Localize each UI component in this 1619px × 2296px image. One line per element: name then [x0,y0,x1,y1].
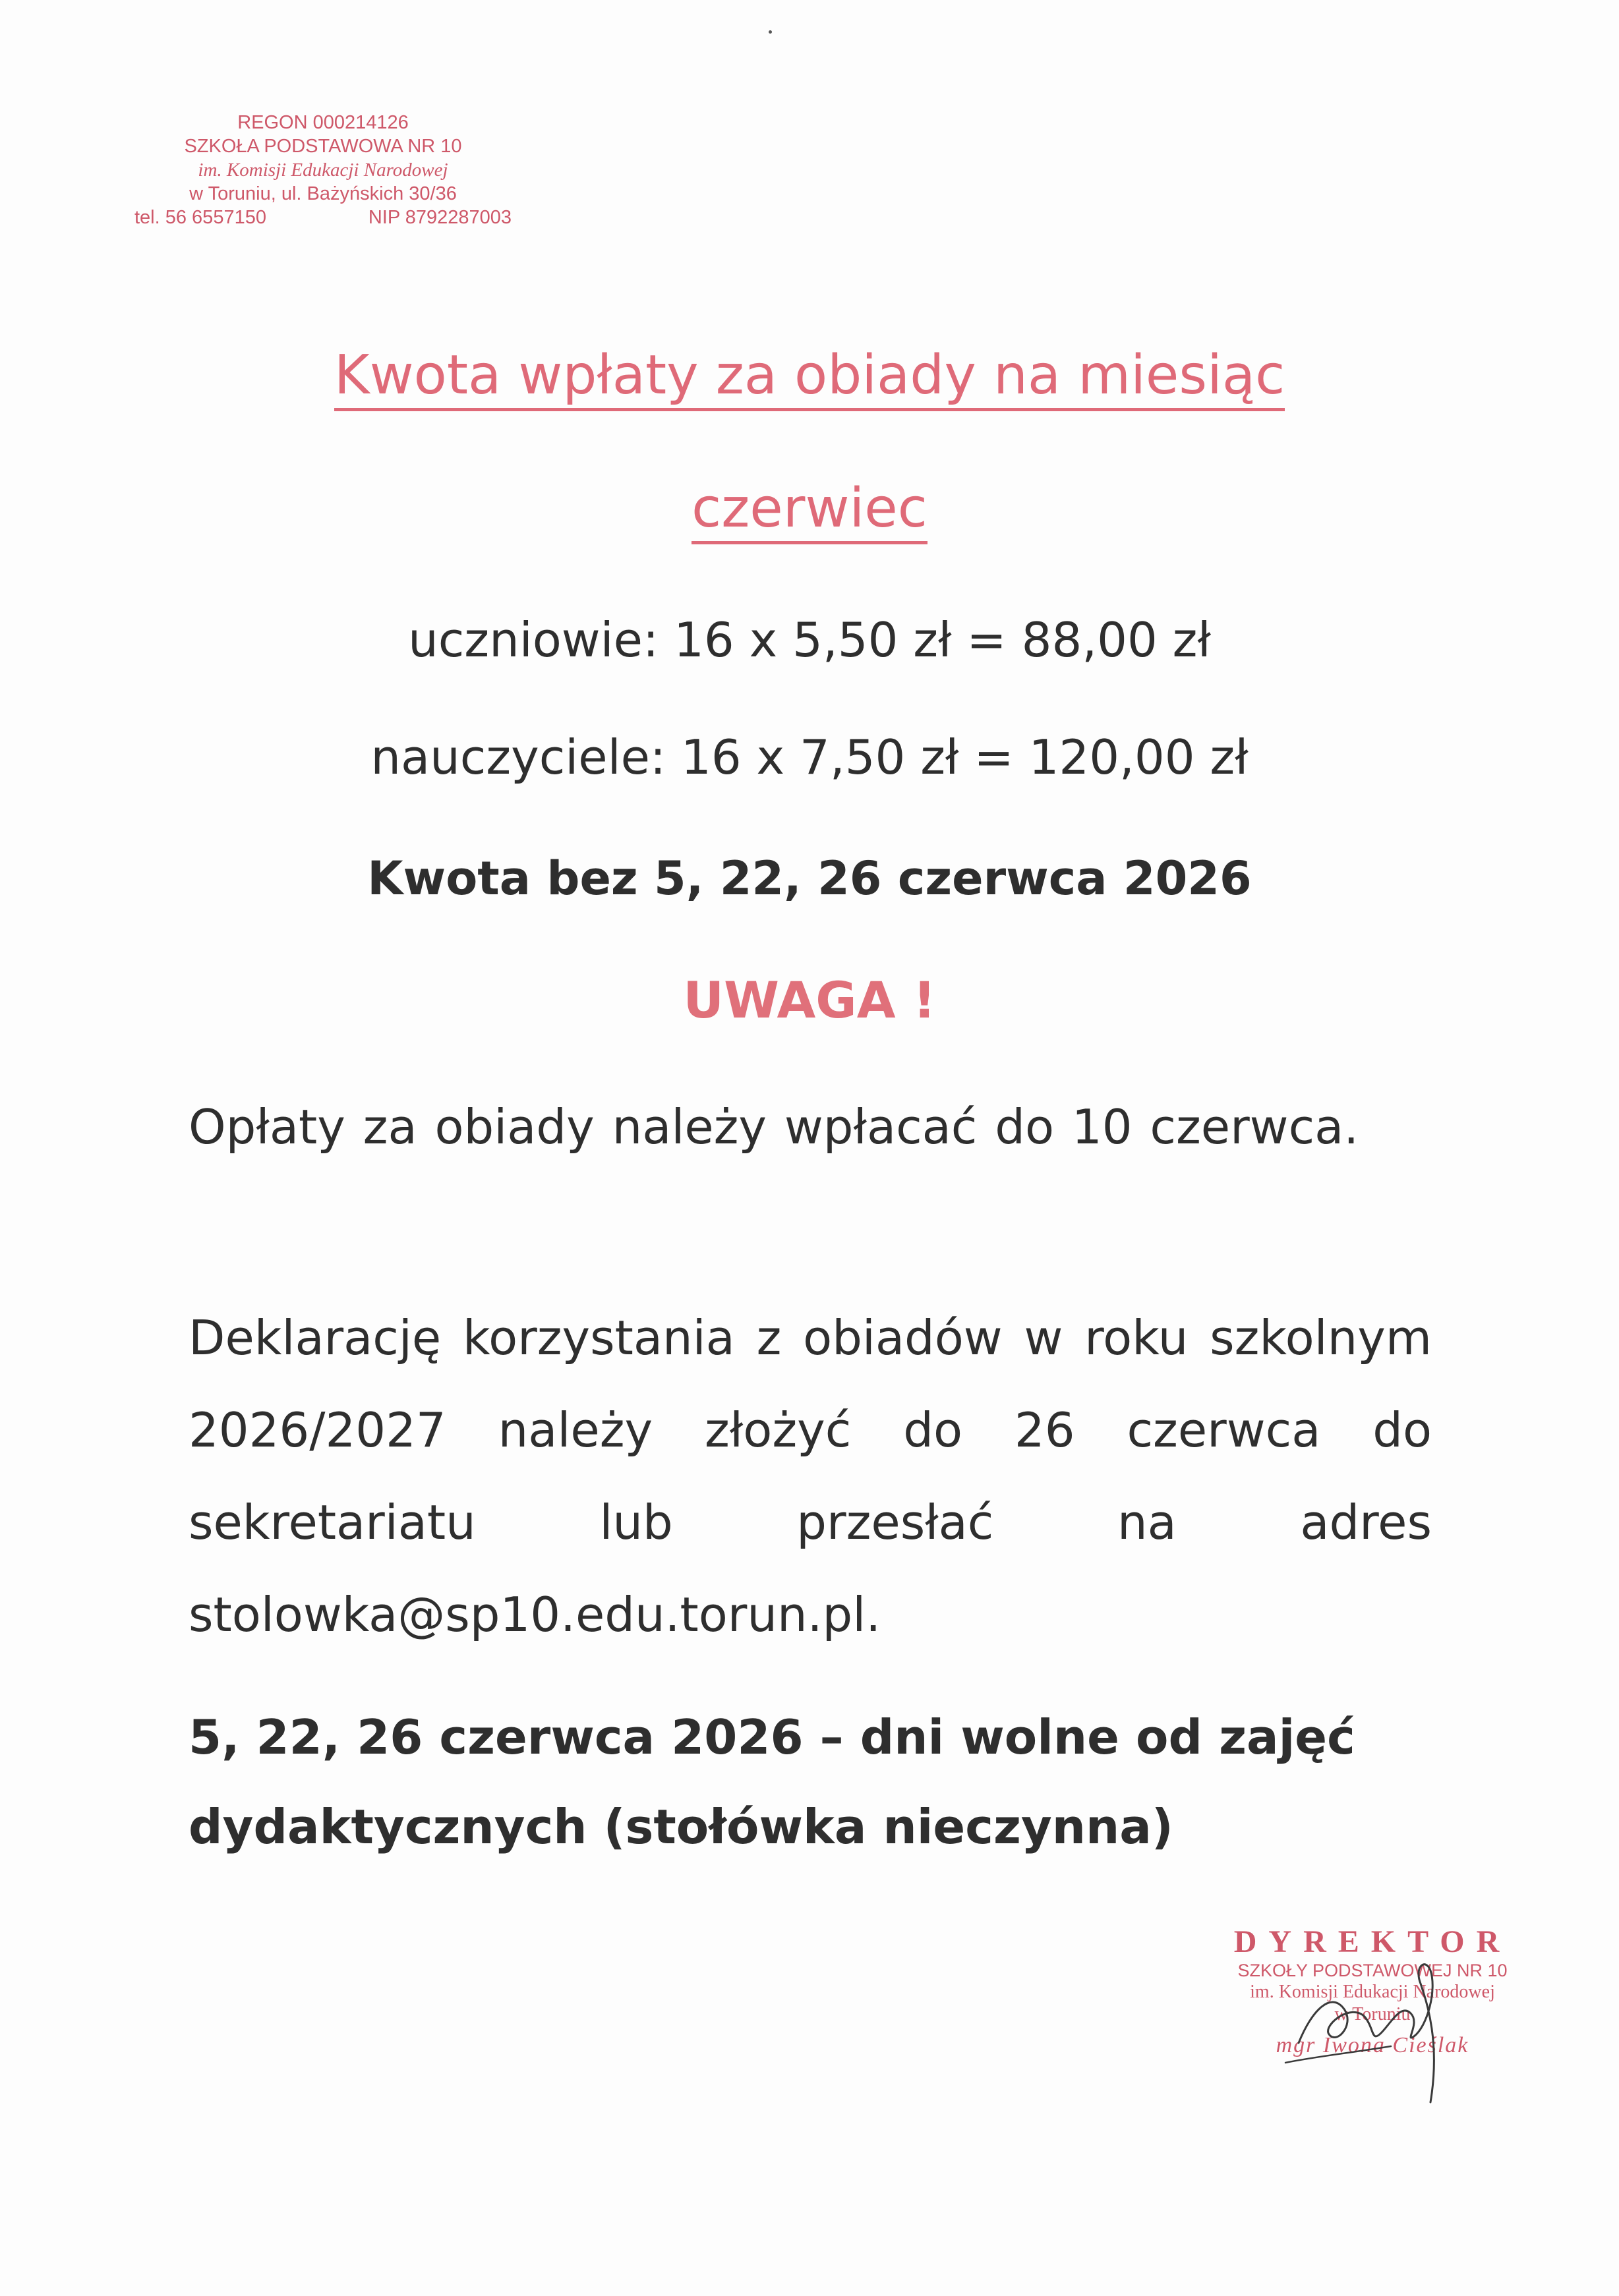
students-price: uczniowie: 16 x 5,50 zł = 88,00 zł [408,612,1211,668]
stamp-director-school: SZKOŁY PODSTAWOWEJ NR 10 [1237,1961,1508,1980]
stamp-regon: REGON 000214126 [237,112,409,133]
stamp-nip: NIP 8792287003 [368,207,512,228]
handwritten-signature [1272,1911,1470,2109]
stamp-director-city: w Toruniu [1334,2004,1411,2024]
page-subtitle [0,476,1619,542]
stamp-school-name: SZKOŁA PODSTAWOWA NR 10 [184,136,462,157]
teachers-price: nauczyciele: 16 x 7,50 zł = 120,00 zł [370,730,1249,785]
stamp-director-title: DYREKTOR [1233,1924,1512,1959]
school-stamp [132,111,514,229]
stamp-director-name: mgr Iwona Cieślak [1276,2033,1469,2057]
notice-heading: UWAGA ! [683,971,936,1029]
scan-speck [769,30,772,34]
page-title [0,343,1619,409]
exclusion-note: Kwota bez 5, 22, 26 czerwca 2026 [367,851,1252,905]
stamp-phone: tel. 56 6557150 [134,207,266,228]
declaration-paragraph: Deklarację korzystania z obiadów w roku szkolnym 2026/2027 należy złożyć do 26 czerwca do sekretariatu lub przesłać na adres stolowka@sp10.edu.torun.pl. [189,1310,1432,1642]
stamp-patron: im. Komisji Edukacji Narodowej [198,159,448,181]
stamp-director-patron: im. Komisji Edukacji Narodowej [1250,1982,1495,2002]
payment-deadline-paragraph: Opłaty za obiady należy wpłacać do 10 czerwca. [189,1099,1359,1155]
stamp-address: w Toruniu, ul. Bażyńskich 30/36 [189,183,457,204]
title-line-2: czerwiec [692,477,927,544]
days-off-note: 5, 22, 26 czerwca 2026 – dni wolne od zajęć dydaktycznych (stołówka nieczynna) [189,1709,1355,1854]
title-line-1: Kwota wpłaty za obiady na miesiąc [334,344,1285,411]
